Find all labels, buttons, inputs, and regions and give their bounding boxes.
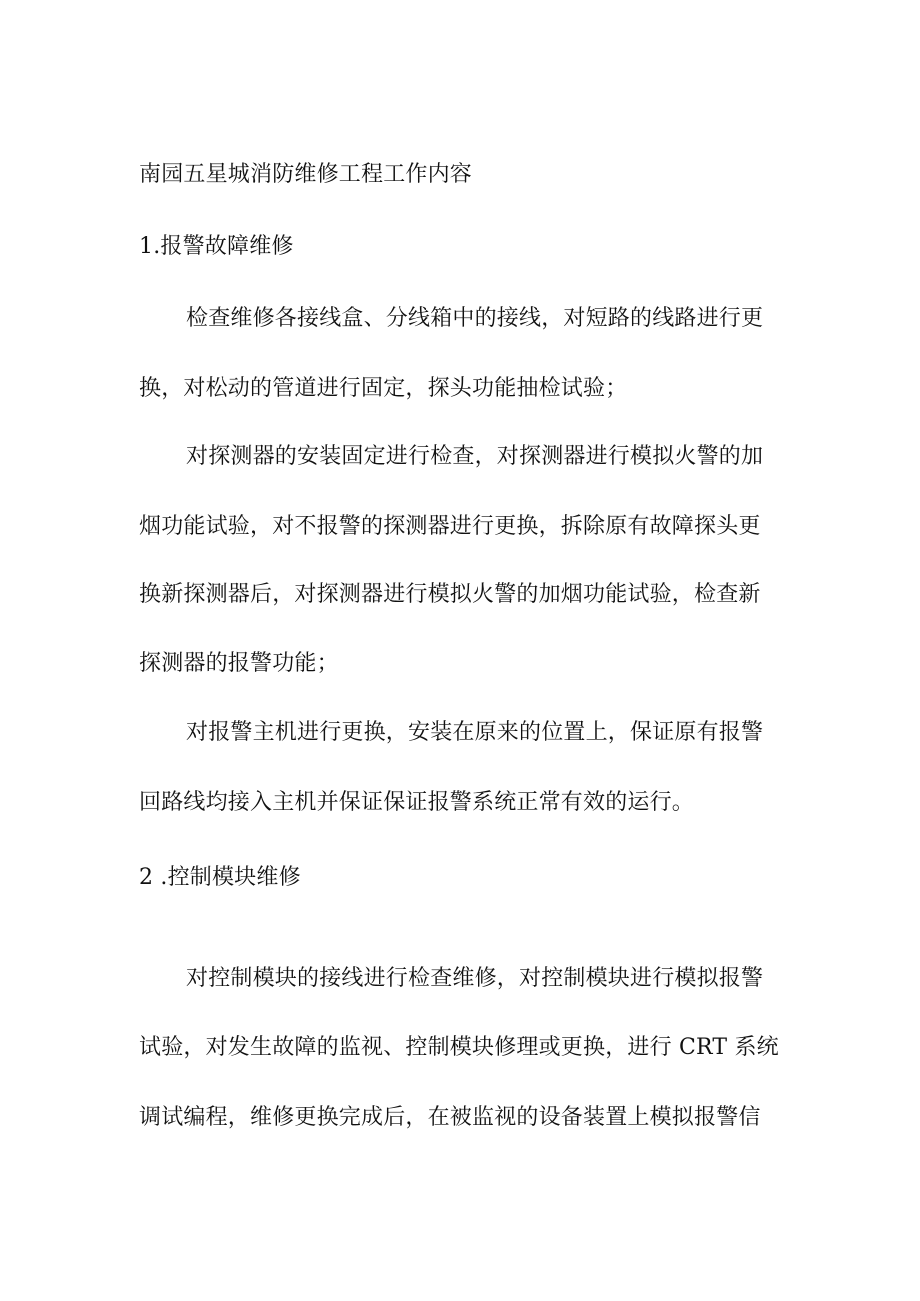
section-1-heading: 1.报警故障维修 <box>139 234 294 259</box>
section-2-heading: 2 .控制模块维修 <box>139 865 301 890</box>
paragraph-line: 对控制模块的接线进行检查维修，对控制模块进行模拟报警 <box>186 966 764 991</box>
paragraph-line: 调试编程，维修更换完成后，在被监视的设备装置上模拟报警信 <box>139 1105 761 1130</box>
paragraph-line: 烟功能试验，对不报警的探测器进行更换，拆除原有故障探头更 <box>139 514 761 539</box>
paragraph-line: 试验，对发生故障的监视、控制模块修理或更换，进行 CRT 系统 <box>139 1035 779 1060</box>
paragraph-line: 对探测器的安装固定进行检查，对探测器进行模拟火警的加 <box>186 444 764 469</box>
paragraph-line: 回路线均接入主机并保证保证报警系统正常有效的运行。 <box>139 790 695 815</box>
paragraph-line: 换新探测器后，对探测器进行模拟火警的加烟功能试验，检查新 <box>139 582 761 607</box>
paragraph-line: 探测器的报警功能； <box>139 651 339 676</box>
paragraph-line: 检查维修各接线盒、分线箱中的接线，对短路的线路进行更 <box>186 306 764 331</box>
paragraph-line: 对报警主机进行更换，安装在原来的位置上，保证原有报警 <box>186 720 764 745</box>
document-title: 南园五星城消防维修工程工作内容 <box>139 162 473 187</box>
paragraph-line: 换，对松动的管道进行固定，探头功能抽检试验； <box>139 376 628 401</box>
